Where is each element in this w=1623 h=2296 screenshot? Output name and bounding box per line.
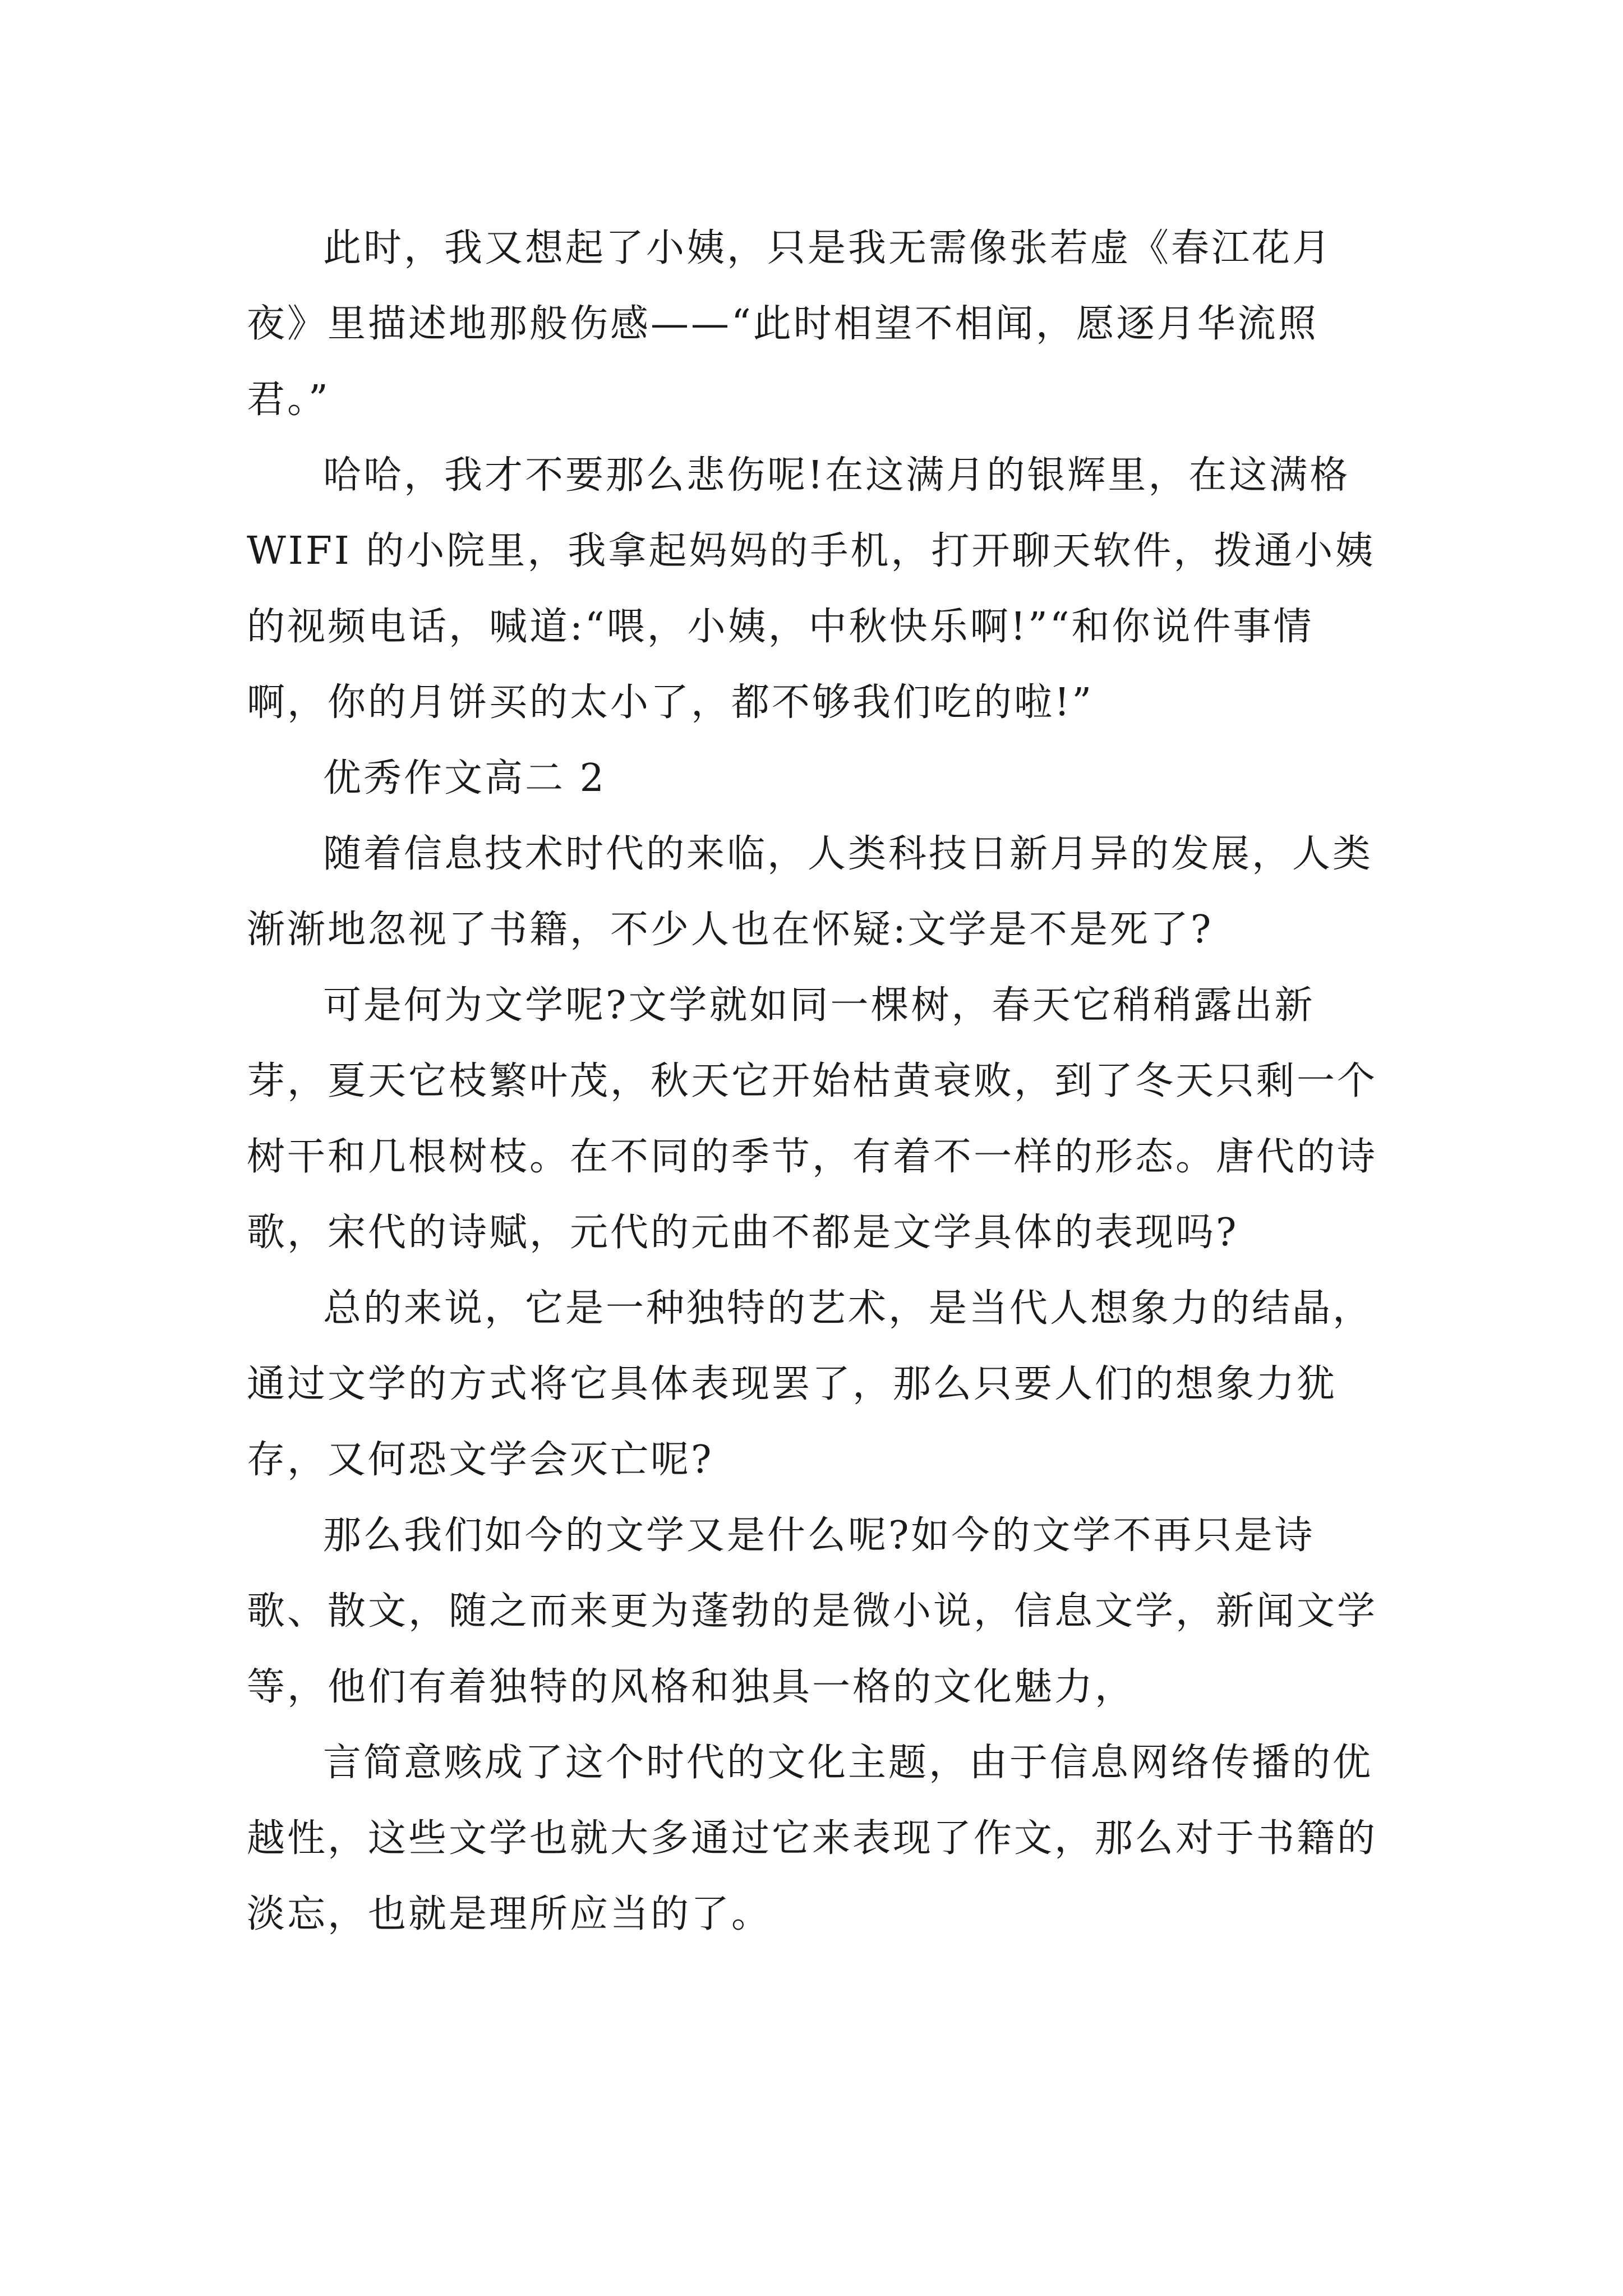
paragraph-7: 言简意赅成了这个时代的文化主题，由于信息网络传播的优越性，这些文学也就大多通过它来表现了作文，那么对于书籍的淡忘，也就是理所应当的了。	[247, 1741, 1378, 1936]
paragraph-4: 可是何为文学呢?文学就如同一棵树，春天它稍稍露出新芽，夏天它枝繁叶茂，秋天它开始枯黄衰败，到了冬天只剩一个树干和几根树枝。在不同的季节，有着不一样的形态。唐代的诗歌，宋代的诗赋，元代的元曲不都是文学具体的表现吗?	[247, 983, 1378, 1255]
paragraph-5: 总的来说，它是一种独特的艺术，是当代人想象力的结晶，通过文学的方式将它具体表现罢了，那么只要人们的想象力犹存，又何恐文学会灭亡呢?	[247, 1286, 1373, 1482]
section-heading: 优秀作文高二 2	[323, 756, 606, 800]
paragraph-3: 随着信息技术时代的来临，人类科技日新月异的发展，人类渐渐地忽视了书籍，不少人也在怀疑:文学是不是死了?	[247, 832, 1373, 952]
paragraph-6: 那么我们如今的文学又是什么呢?如今的文学不再只是诗歌、散文，随之而来更为蓬勃的是微小说，信息文学，新闻文学等，他们有着独特的风格和独具一格的文化魅力，	[247, 1513, 1378, 1709]
document-body	[247, 210, 1391, 1952]
paragraph-2: 哈哈，我才不要那么悲伤呢!在这满月的银辉里，在这满格 WIFI 的小院里，我拿起妈妈的手机，打开聊天软件，拨通小姨的视频电话，喊道:“喂，小姨，中秋快乐啊!”“和你说件事情啊，你的月饼买的太小了，都不够我们吃的啦!”	[247, 453, 1376, 725]
paragraph-1: 此时，我又想起了小姨，只是我无需像张若虚《春江花月夜》里描述地那般伤感——“此时相望不相闻，愿逐月华流照君。”	[247, 226, 1333, 422]
